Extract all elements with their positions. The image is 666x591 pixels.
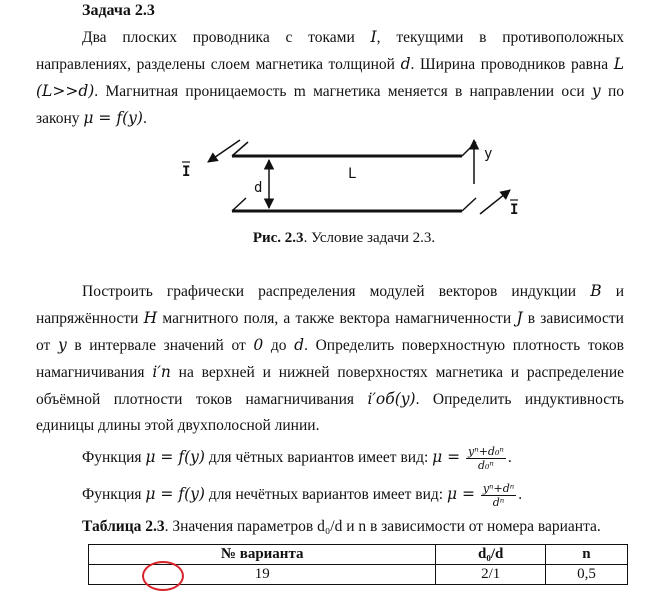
label-d: d <box>254 180 263 196</box>
figure-caption: Рис. 2.3. Условие задачи 2.3. <box>252 230 436 246</box>
problem-statement: Два плоских проводника с токами I, текущими в противоположных направлениях, разделены слоем магнетика толщиной d. Ширина проводников равна L (L>>d). Магнитная проницаемость m магнетика меняется в направлении оси y по закону μ = f(y). <box>36 28 625 127</box>
header-variant: № варианта <box>89 545 436 565</box>
label-I-left: I <box>182 164 191 180</box>
cell-variant: 19 <box>89 565 436 585</box>
parameters-table <box>88 544 628 585</box>
table-header-row <box>89 545 628 565</box>
current-arrow-right <box>480 190 510 214</box>
formula-even: Функция μ = f(y) для чётных вариантов имеет вид: μ = $\frac{\text{yⁿ+d₀ⁿ}}{\text{d₀ⁿ}}$ . <box>82 445 512 472</box>
task-statement: Построить графически распределения модулей векторов индукции B и напряжённости H магнитного поля, а также вектора намагниченности J в зависимости от y в интервале значений от 0 до d. Определить поверхностную плотность токов намагничивания i′п на верхней и нижней поверхностях магнетика и распределение объёмной плотности токов намагничивания i′об(y). Определить индуктивность единицы длины этой двухполосной линии. <box>36 282 625 434</box>
bottom-conductor-left-edge <box>232 198 246 211</box>
label-L: L <box>348 166 357 182</box>
fraction-even: $\frac{\text{yⁿ+d₀ⁿ}}{\text{d₀ⁿ}}$ <box>468 445 504 472</box>
formula-odd: Функция μ = f(y) для нечётных вариантов имеет вид: μ = $\frac{\text{yⁿ+dⁿ}}{\text{dⁿ}}$ . <box>82 482 523 509</box>
figure-conductors <box>170 128 530 228</box>
header-n: n <box>545 545 627 565</box>
cell-n: 0,5 <box>545 565 627 585</box>
table-caption: Таблица 2.3. Значения параметров d₀/d и n в зависимости от номера варианта. <box>82 518 601 535</box>
header-d0-d: d₀/d <box>436 545 546 565</box>
label-y: y <box>484 146 493 162</box>
table-row <box>89 565 628 585</box>
cell-d0-d: 2/1 <box>436 565 546 585</box>
fraction-odd: $\frac{\text{yⁿ+dⁿ}}{\text{dⁿ}}$ <box>482 482 515 509</box>
current-arrow-left <box>208 140 240 162</box>
task-title: Задача 2.3 <box>82 2 155 19</box>
bottom-conductor-right-edge <box>462 198 476 211</box>
label-I-right: I <box>510 202 519 218</box>
